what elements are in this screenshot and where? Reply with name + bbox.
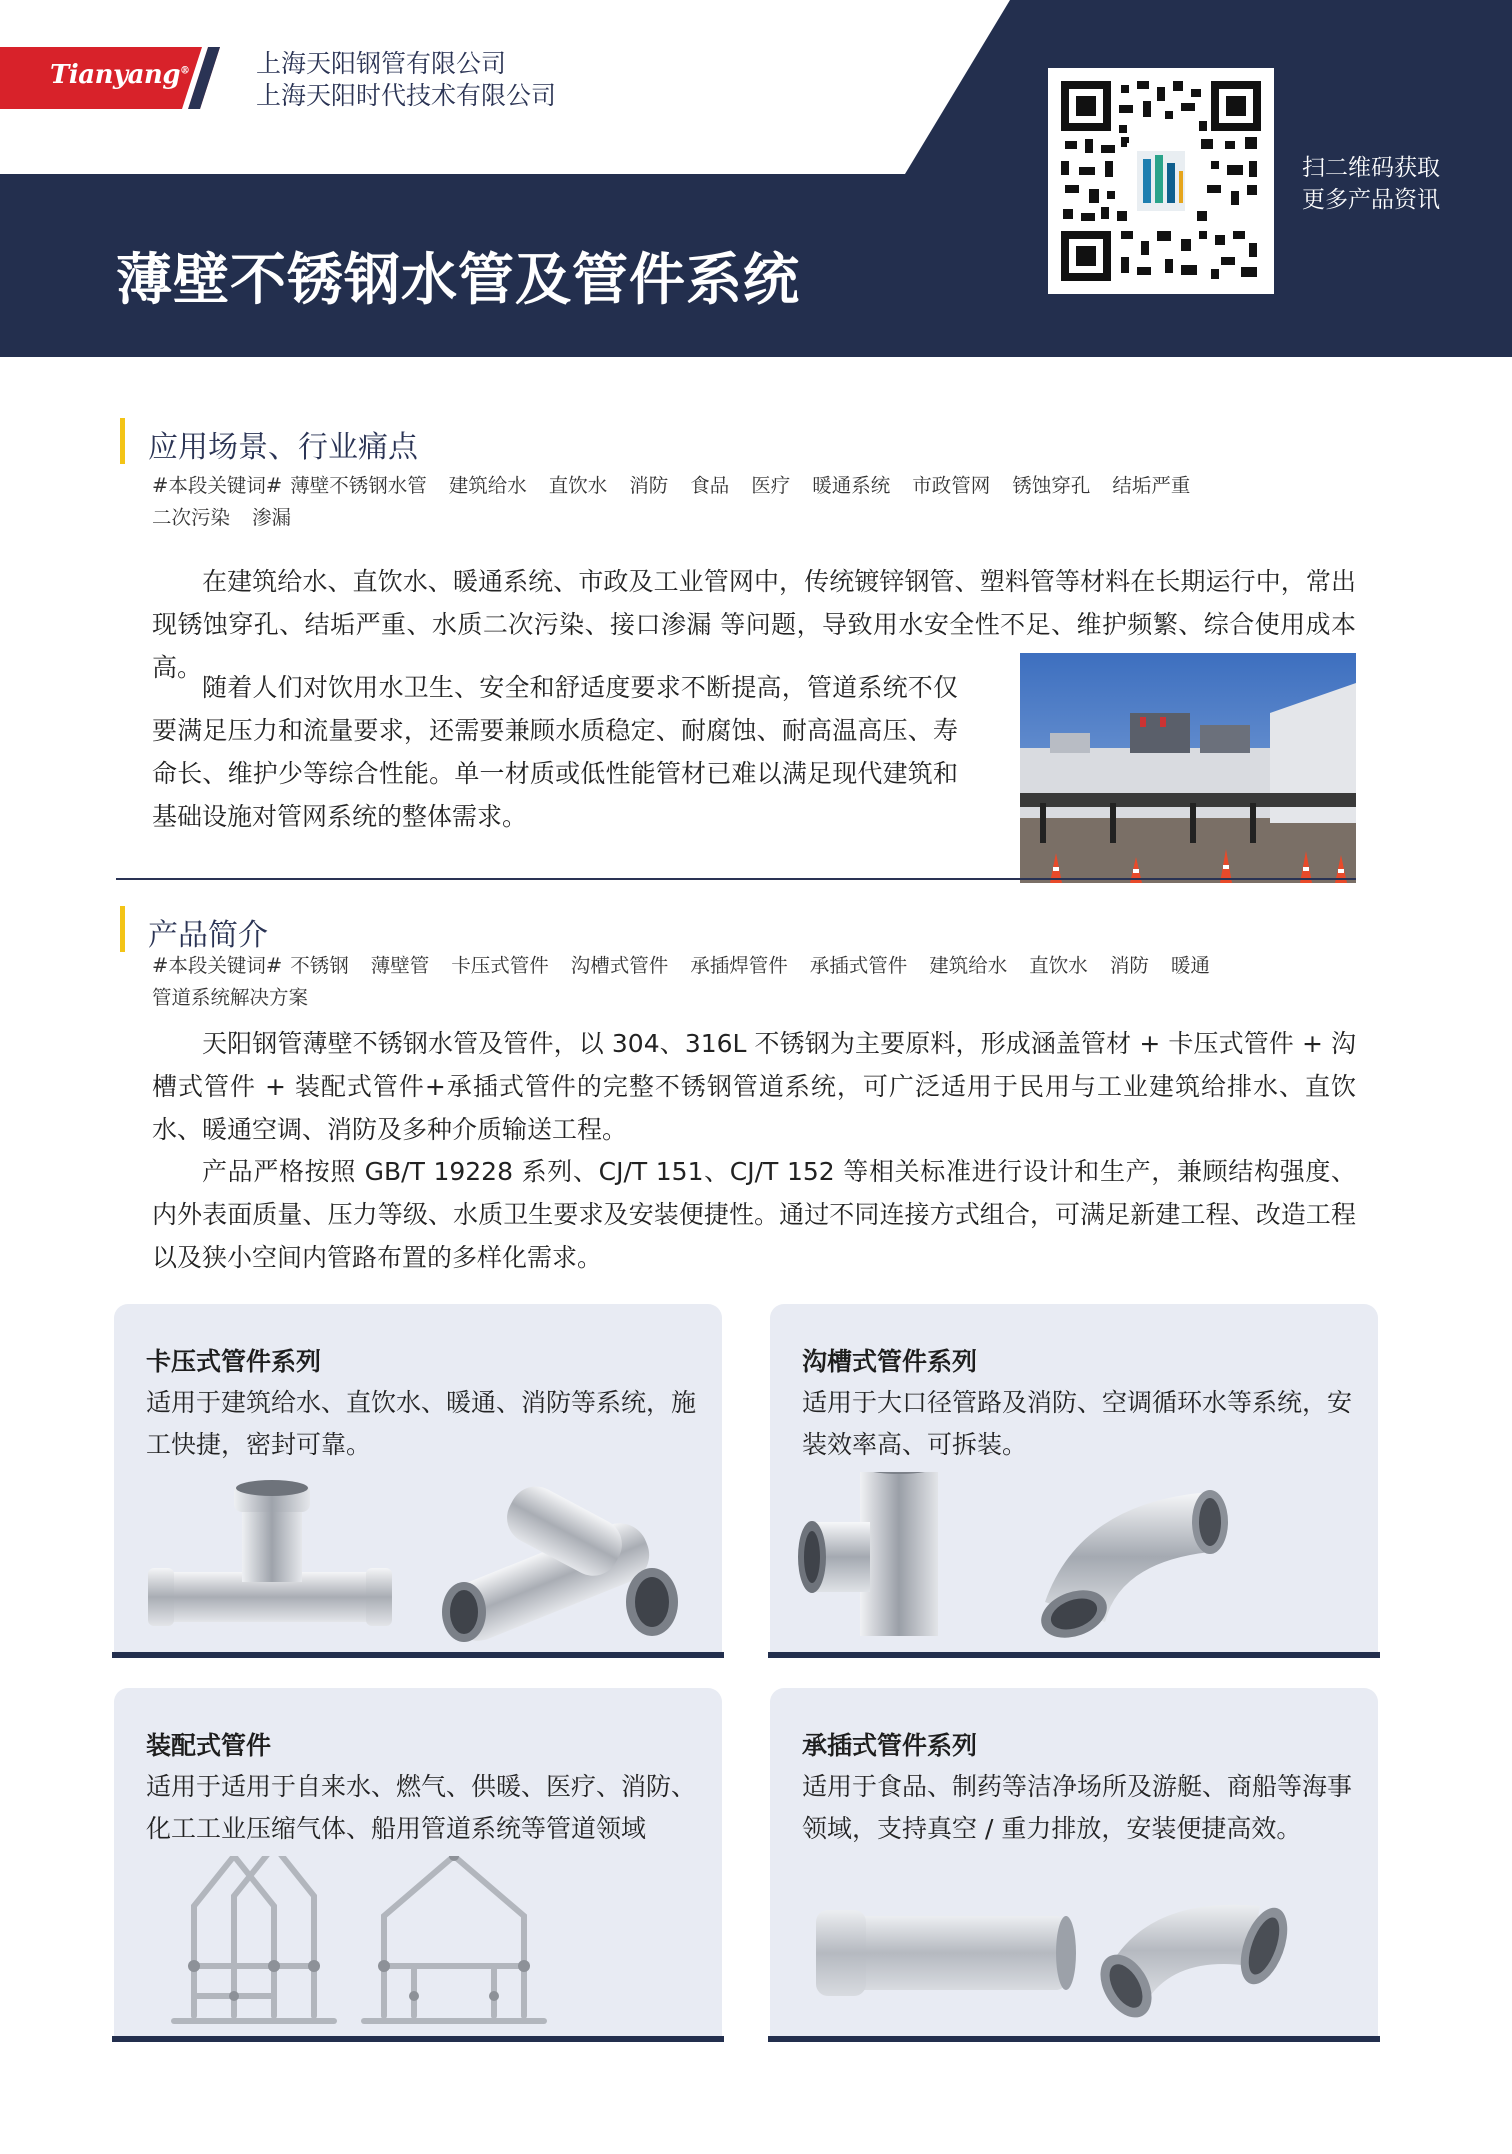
qr-caption-line-2: 更多产品资讯: [1302, 187, 1440, 213]
keyword: 食品: [690, 474, 730, 497]
keyword: 不锈钢: [290, 954, 349, 977]
card-socket-fittings: [770, 1688, 1378, 2038]
card-title: 装配式管件: [146, 1731, 272, 1760]
keyword: 暖通系统: [812, 474, 891, 497]
keyword: 建筑给水: [929, 954, 1008, 977]
keyword: 管道系统解决方案: [152, 986, 309, 1009]
keyword: 薄壁不锈钢水管: [290, 474, 427, 497]
assembled-fitting-image: [134, 1856, 704, 2028]
logo-wordmark: Tianyang®: [50, 60, 190, 90]
card-description: 适用于建筑给水、直饮水、暖通、消防等系统，施工快捷，密封可靠。: [146, 1388, 697, 1459]
keyword: 薄壁管: [370, 954, 430, 977]
keyword: 消防: [1109, 954, 1149, 977]
card-description: 适用于食品、制药等洁净场所及游艇、商船等海事领域，支持真空 / 重力排放，安装便捷高效。: [802, 1772, 1353, 1843]
section-divider: [116, 878, 1356, 880]
company-name-1: 上海天阳钢管有限公司: [256, 49, 507, 78]
paragraph-product-2: 产品严格按照 GB/T 19228 系列、CJ/T 151、CJ/T 152 等相关标准进行设计和生产，兼顾结构强度、内外表面质量、压力等级、水质卫生要求及安装便捷性。通过不同连接方式组合，可满足新建工程、改造工程以及狭小空间内管路布置的多样化需求。: [152, 1157, 1356, 1272]
keyword: 承插式管件: [809, 954, 908, 977]
keyword: 直饮水: [548, 474, 608, 497]
paragraph-application-2: 随着人们对饮用水卫生、安全和舒适度要求不断提高，管道系统不仅要满足压力和流量要求，还需要兼顾水质稳定、耐腐蚀、耐高温高压、寿命长、维护少等综合性能。单一材质或低性能管材已难以满足现代建筑和基础设施对管网系统的整体需求。: [152, 673, 958, 831]
keyword: 卡压式管件: [451, 954, 549, 977]
keyword: 市政管网: [912, 474, 991, 497]
card-title: 卡压式管件系列: [146, 1347, 322, 1376]
keyword: 承插焊管件: [690, 954, 788, 977]
qr-caption-line-1: 扫二维码获取: [1302, 155, 1440, 181]
card-description: 适用于大口径管路及消防、空调循环水等系统，安装效率高、可拆装。: [802, 1388, 1353, 1459]
card-press-fittings: [114, 1304, 722, 1654]
card-assembled-fittings: [114, 1688, 722, 2038]
socket-fitting-image: [790, 1856, 1360, 2028]
keyword: 结垢严重: [1112, 474, 1191, 497]
keywords-application: [152, 470, 1352, 534]
keyword: 二次污染: [152, 506, 231, 529]
keyword: 沟槽式管件: [570, 954, 669, 977]
keyword-prefix: #本段关键词#: [152, 954, 283, 977]
company-names: [256, 48, 556, 112]
qr-code-icon: [1061, 81, 1261, 281]
keywords-product: [152, 950, 1352, 1014]
company-name-2: 上海天阳时代技术有限公司: [256, 81, 557, 110]
qr-caption: [1302, 152, 1440, 216]
keyword: 建筑给水: [448, 474, 527, 497]
keyword: 直饮水: [1029, 954, 1088, 977]
qr-code[interactable]: [1048, 68, 1274, 294]
keyword: 消防: [629, 474, 669, 497]
keyword: 医疗: [751, 474, 791, 497]
keyword: 锈蚀穿孔: [1012, 474, 1091, 497]
groove-fitting-image: [790, 1472, 1360, 1644]
keyword-prefix: #本段关键词#: [152, 474, 283, 497]
card-title: 承插式管件系列: [802, 1731, 978, 1760]
paragraph-product-1: 天阳钢管薄壁不锈钢水管及管件，以 304、316L 不锈钢为主要原料，形成涵盖管材 + 卡压式管件 + 沟槽式管件 + 装配式管件+承插式管件的完整不锈钢管道系统，可广泛适用于民用与工业建筑给排水、直饮水、暖通空调、消防及多种介质输送工程。: [152, 1029, 1356, 1144]
keyword: 渗漏: [252, 506, 292, 529]
section-heading-product: 产品简介: [116, 910, 268, 954]
construction-site-photo: [1020, 653, 1356, 883]
card-title: 沟槽式管件系列: [802, 1347, 978, 1376]
keyword: 暖通: [1170, 954, 1210, 977]
section-heading-application: 应用场景、行业痛点: [116, 422, 418, 466]
card-groove-fittings: [770, 1304, 1378, 1654]
press-fitting-image: [134, 1472, 704, 1644]
card-description: 适用于适用于自来水、燃气、供暖、医疗、消防、化工工业压缩气体、船用管道系统等管道领域: [146, 1772, 697, 1843]
paragraph-application-1: 在建筑给水、直饮水、暖通系统、市政及工业管网中，传统镀锌钢管、塑料管等材料在长期运行中，常出现锈蚀穿孔、结垢严重、水质二次污染、接口渗漏 等问题，导致用水安全性不足、维护频繁、综合使用成本高。: [152, 567, 1356, 682]
page-title: 薄壁不锈钢水管及管件系统: [116, 248, 800, 313]
